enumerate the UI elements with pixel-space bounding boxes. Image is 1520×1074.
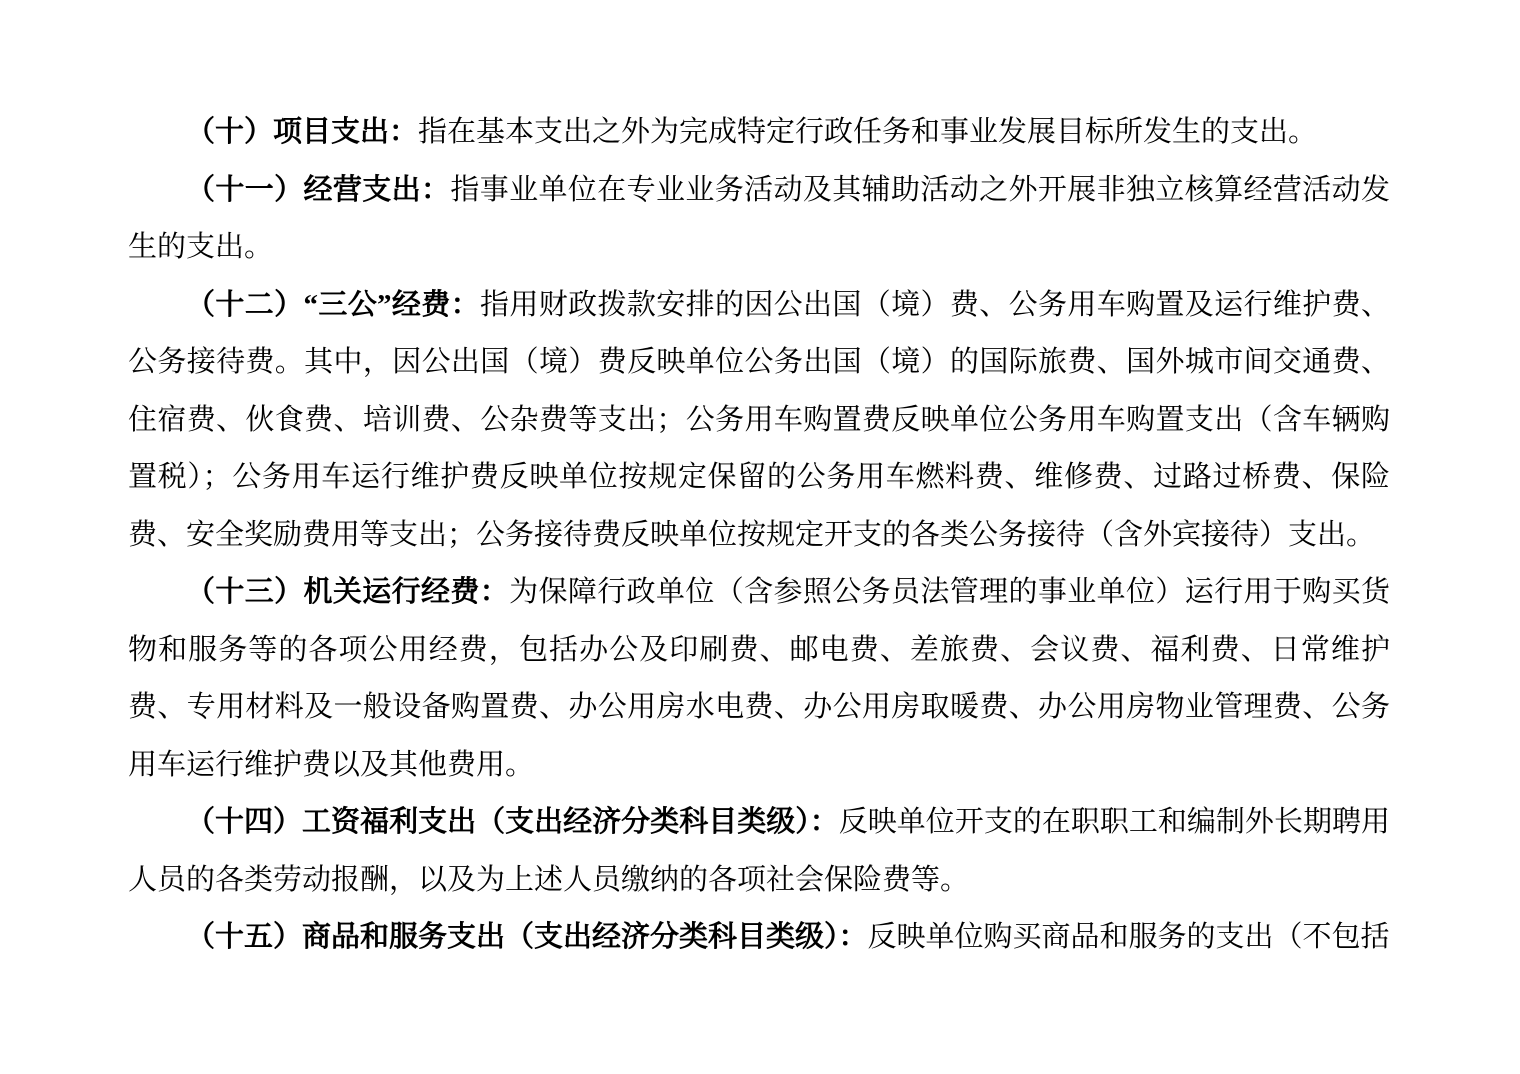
paragraph-heading: （十二）“三公”经费： [186,288,481,321]
paragraph [128,909,1390,967]
paragraph-text: 反映单位开支的在职职工和编制外长期聘用人员的各类劳动报酬，以及为上述人员缴纳的各项社会保险费等。 [128,806,1390,896]
paragraph-heading: （十三）机关运行经费： [186,576,510,608]
paragraph-heading: （十四）工资福利支出（支出经济分类科目类级）： [186,806,839,838]
paragraph-heading: （十五）商品和服务支出（支出经济分类科目类级）： [186,921,868,953]
paragraph [128,564,1390,794]
paragraph-text: 反映单位购买商品和服务的支出（不包括 [867,921,1390,953]
paragraph-heading: （十一）经营支出： [186,173,451,206]
paragraph [128,794,1390,909]
paragraph [128,162,1390,277]
paragraph-text: 指事业单位在专业业务活动及其辅助活动之外开展非独立核算经营活动发生的支出。 [128,173,1390,263]
paragraph-text: 指用财政拨款安排的因公出国（境）费、公务用车购置及运行维护费、公务接待费。其中，因公出国（境）费反映单位公务出国（境）的国际旅费、国外城市间交通费、住宿费、伙食费、培训费、公杂费等支出；公务用车购置费反映单位公务用车购置支出（含车辆购置税）；公务用车运行维护费反映单位按规定保留的公务用车燃料费、维修费、过路过桥费、保险费、安全奖励费用等支出；公务接待费反映单位按规定开支的各类公务接待（含外宾接待）支出。 [128,288,1390,551]
paragraph [128,104,1390,162]
paragraph-heading: （十）项目支出： [186,116,419,148]
paragraph-text: 指在基本支出之外为完成特定行政任务和事业发展目标所发生的支出。 [418,116,1318,148]
document-body [128,104,1390,967]
paragraph-text: 为保障行政单位（含参照公务员法管理的事业单位）运行用于购买货物和服务等的各项公用经费，包括办公及印刷费、邮电费、差旅费、会议费、福利费、日常维护费、专用材料及一般设备购置费、办公用房水电费、办公用房取暖费、办公用房物业管理费、公务用车运行维护费以及其他费用。 [128,576,1390,781]
paragraph [128,277,1390,565]
